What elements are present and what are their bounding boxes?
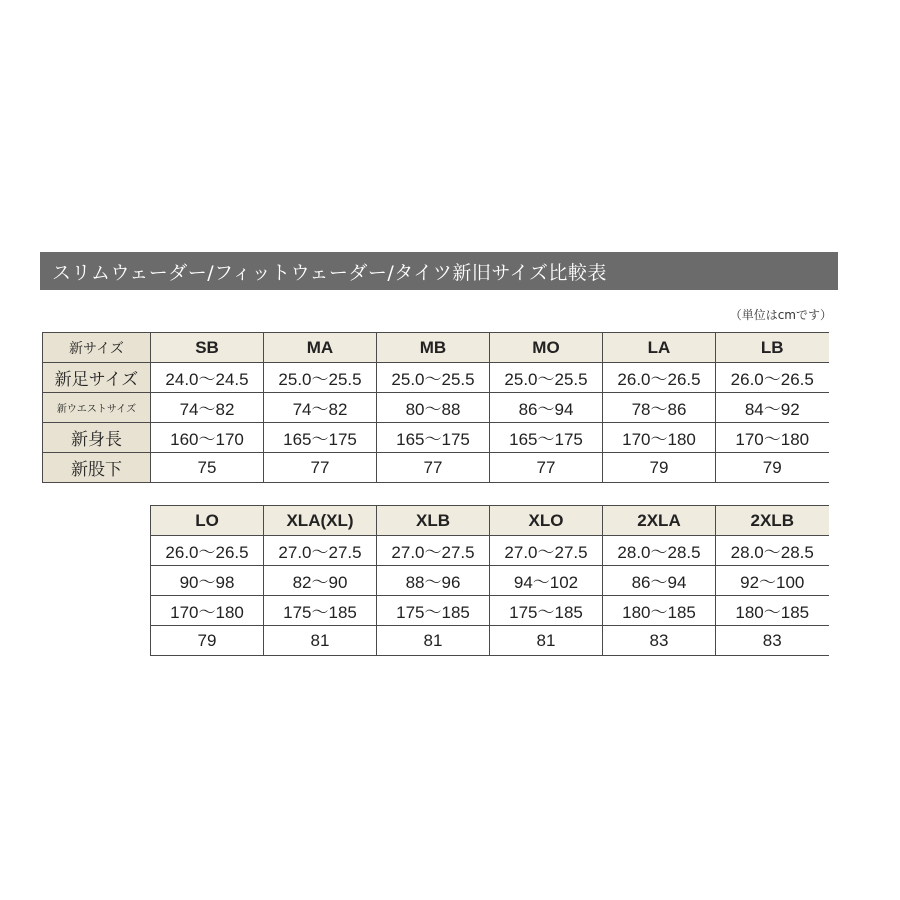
table-cell: 175～185 xyxy=(377,596,490,626)
table-cell: 26.0～26.5 xyxy=(603,363,716,393)
table-title-text: スリムウェーダー/フィットウェーダー/タイツ新旧サイズ比較表 xyxy=(52,261,607,284)
table-row-waist-size xyxy=(43,393,829,423)
table-cell: 81 xyxy=(377,626,490,656)
table-cell: 26.0～26.5 xyxy=(151,536,264,566)
table-cell: 165～175 xyxy=(490,423,603,453)
row-label-foot-size: 新足サイズ xyxy=(43,363,151,393)
table-cell: 86～94 xyxy=(490,393,603,423)
size-header-cell: XLA(XL) xyxy=(264,506,377,536)
size-header-cell: MO xyxy=(490,333,603,363)
table-cell: 83 xyxy=(716,626,829,656)
table-row-height xyxy=(43,423,829,453)
table-cell: 170～180 xyxy=(151,596,264,626)
table-cell: 77 xyxy=(264,453,377,483)
table-cell: 74～82 xyxy=(151,393,264,423)
table-cell: 175～185 xyxy=(490,596,603,626)
table-cell: 165～175 xyxy=(377,423,490,453)
table-cell: 26.0～26.5 xyxy=(716,363,829,393)
table-cell: 94～102 xyxy=(490,566,603,596)
table-cell: 165～175 xyxy=(264,423,377,453)
table-cell: 160～170 xyxy=(151,423,264,453)
table-cell: 90～98 xyxy=(151,566,264,596)
row-label-new-size: 新サイズ xyxy=(43,333,151,363)
table-cell: 88～96 xyxy=(377,566,490,596)
table-row-foot-size xyxy=(43,363,829,393)
table-cell: 77 xyxy=(490,453,603,483)
table-cell: 175～185 xyxy=(264,596,377,626)
table-cell: 78～86 xyxy=(603,393,716,423)
table-cell: 180～185 xyxy=(603,596,716,626)
table-cell: 27.0～27.5 xyxy=(490,536,603,566)
table-cell: 27.0～27.5 xyxy=(377,536,490,566)
table-cell: 25.0～25.5 xyxy=(264,363,377,393)
table-cell: 24.0～24.5 xyxy=(151,363,264,393)
size-header-cell: 2XLA xyxy=(603,506,716,536)
table-cell: 79 xyxy=(603,453,716,483)
table-cell: 28.0～28.5 xyxy=(716,536,829,566)
size-header-cell: MA xyxy=(264,333,377,363)
table-cell: 25.0～25.5 xyxy=(490,363,603,393)
size-header-cell: LA xyxy=(603,333,716,363)
table-row-new-size xyxy=(43,333,829,363)
table-cell: 84～92 xyxy=(716,393,829,423)
size-header-cell: MB xyxy=(377,333,490,363)
table-cell: 86～94 xyxy=(603,566,716,596)
table-cell: 80～88 xyxy=(377,393,490,423)
table-cell: 25.0～25.5 xyxy=(377,363,490,393)
table-row-foot-size xyxy=(151,536,829,566)
unit-note: （単位はcmです） xyxy=(729,308,832,322)
row-label-height: 新身長 xyxy=(43,423,151,453)
table-cell: 79 xyxy=(716,453,829,483)
table-cell: 79 xyxy=(151,626,264,656)
table-title xyxy=(40,252,838,290)
table-cell: 170～180 xyxy=(716,423,829,453)
size-header-cell: LO xyxy=(151,506,264,536)
table-row-inseam xyxy=(43,453,829,483)
table-row-inseam xyxy=(151,626,829,656)
size-header-cell: 2XLB xyxy=(716,506,829,536)
size-header-cell: SB xyxy=(151,333,264,363)
table-cell: 92～100 xyxy=(716,566,829,596)
row-label-waist-size: 新ウエストサイズ xyxy=(43,393,151,423)
table-cell: 170～180 xyxy=(603,423,716,453)
table-cell: 83 xyxy=(603,626,716,656)
table-cell: 81 xyxy=(264,626,377,656)
row-label-inseam: 新股下 xyxy=(43,453,151,483)
table-cell: 28.0～28.5 xyxy=(603,536,716,566)
table-row-waist-size xyxy=(151,566,829,596)
size-header-cell: XLO xyxy=(490,506,603,536)
table-row-height xyxy=(151,596,829,626)
table-cell: 81 xyxy=(490,626,603,656)
table-cell: 74～82 xyxy=(264,393,377,423)
size-header-cell: XLB xyxy=(377,506,490,536)
table-cell: 27.0～27.5 xyxy=(264,536,377,566)
size-header-cell: LB xyxy=(716,333,829,363)
size-table-1 xyxy=(42,332,829,483)
table-cell: 77 xyxy=(377,453,490,483)
table-row-new-size xyxy=(151,506,829,536)
table-cell: 180～185 xyxy=(716,596,829,626)
table-cell: 82～90 xyxy=(264,566,377,596)
size-table-2 xyxy=(150,505,829,656)
table-cell: 75 xyxy=(151,453,264,483)
